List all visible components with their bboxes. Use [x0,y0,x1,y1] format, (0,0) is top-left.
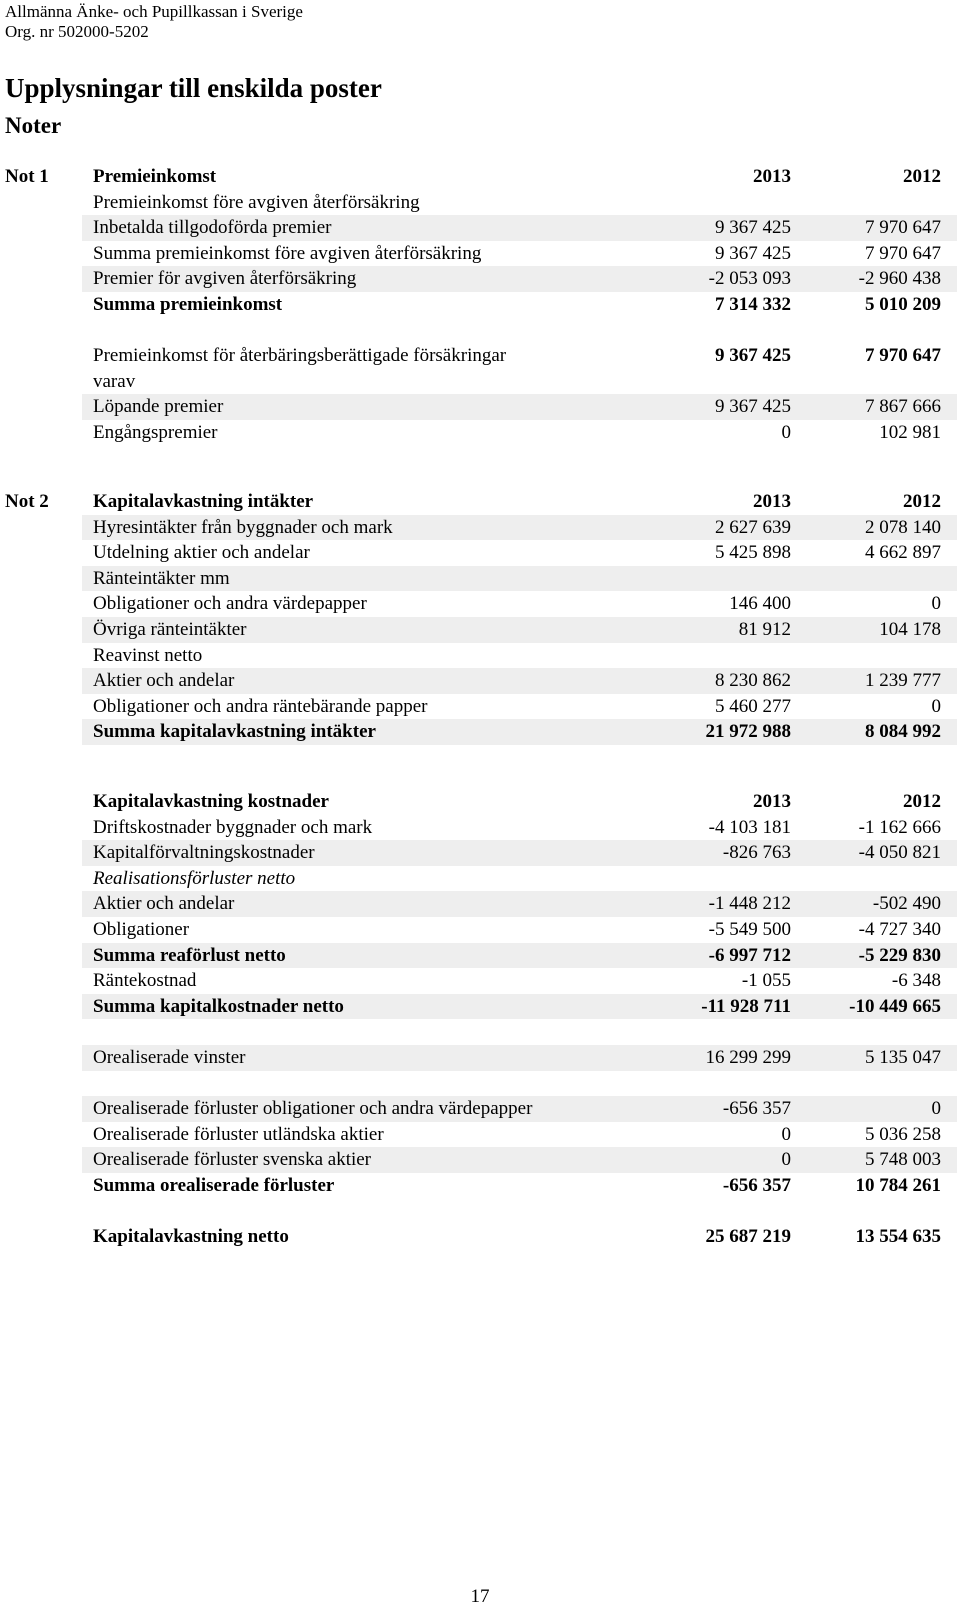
value-2012: -5 229 830 [858,944,941,966]
row-label: Aktier och andelar [93,670,235,692]
table-row [82,968,957,994]
spacer-row [82,1019,957,1045]
value-2013: -656 357 [722,1174,791,1196]
value-2013: 9 367 425 [715,396,791,418]
spacer-row [82,318,957,344]
row-label: Orealiserade förluster utländska aktier [93,1123,384,1145]
row-label: Kapitalavkastning intäkter [93,491,314,512]
value-2013: 16 299 299 [705,1046,791,1068]
table-row [82,420,957,446]
value-2013: 2 627 639 [715,516,791,538]
value-2012: 5 135 047 [865,1046,941,1068]
value-2013: -826 763 [722,842,791,864]
table-row [82,540,957,566]
value-2013: 0 [781,1123,791,1145]
value-2012: 7 970 647 [865,242,941,264]
table-row [82,668,957,694]
note-2-cost-table [82,789,957,1250]
value-2013: 8 230 862 [715,670,791,692]
row-label: Obligationer och andra värdepapper [93,593,367,615]
table-row [82,815,957,841]
row-label: Summa reaförlust netto [93,944,286,966]
row-label: Kapitalavkastning netto [93,1226,289,1248]
value-2013: 2013 [753,791,791,812]
table-row [82,789,957,815]
page-title: Upplysningar till enskilda poster [5,73,382,103]
row-label: Summa premieinkomst [93,293,283,315]
row-label: Realisationsförluster netto [93,867,296,889]
table-row [82,591,957,617]
value-2013: 5 425 898 [715,542,791,564]
value-2012: -2 960 438 [858,268,941,290]
table-row [82,1045,957,1071]
value-2012: -6 348 [891,970,941,992]
table-row [82,994,957,1020]
page-number: 17 [470,1586,490,1607]
row-label: varav [93,370,136,392]
row-label: Hyresintäkter från byggnader och mark [93,516,393,538]
row-label: Driftskostnader byggnader och mark [93,816,373,838]
value-2013: -11 928 711 [701,995,791,1017]
value-2013: 146 400 [729,593,791,615]
value-2012: 2012 [903,791,941,812]
value-2012: 0 [931,1098,941,1120]
value-2013: 9 367 425 [715,217,791,239]
row-label: Premieinkomst för återbäringsberättigade försäkringar [93,345,507,367]
value-2013: 0 [781,421,791,443]
value-2012: 5 748 003 [865,1149,941,1171]
table-row [82,343,957,369]
value-2013: 25 687 219 [705,1226,791,1248]
value-2012: -1 162 666 [858,816,941,838]
row-label: Summa kapitalkostnader netto [93,995,344,1017]
value-2013: 81 912 [738,618,791,640]
value-2012: -502 490 [872,893,941,915]
table-row [82,394,957,420]
row-label: Utdelning aktier och andelar [93,542,310,564]
table-row [82,1147,957,1173]
note-1-label: Not 1 [5,166,49,187]
value-2013: -6 997 712 [708,944,791,966]
value-2012: 1 239 777 [865,670,941,692]
page-subtitle: Noter [5,113,62,138]
value-2012: 7 970 647 [865,345,941,367]
value-2013: -4 103 181 [708,816,791,838]
row-label: Kapitalförvaltningskostnader [93,842,315,864]
table-row [82,617,957,643]
table-row [82,1224,957,1250]
table-row [82,164,957,190]
value-2013: 5 460 277 [715,695,791,717]
spacer-row [82,1199,957,1225]
row-label: Reavinst netto [93,644,203,666]
note-2-income-table [82,489,957,745]
value-2012: 0 [931,593,941,615]
org-number: Org. nr 502000-5202 [5,22,149,41]
row-label: Orealiserade vinster [93,1046,246,1068]
table-row [82,241,957,267]
table-row [82,917,957,943]
value-2012: 5 036 258 [865,1123,941,1145]
value-2012: 10 784 261 [855,1174,941,1196]
value-2012: 2 078 140 [865,516,941,538]
value-2013: 9 367 425 [715,242,791,264]
spacer-row [82,1071,957,1097]
value-2013: 9 367 425 [715,345,791,367]
table-row [82,266,957,292]
value-2012: -4 727 340 [858,918,941,940]
table-row [82,643,957,669]
value-2012: 5 010 209 [865,293,941,315]
value-2013: -1 055 [741,970,791,992]
value-2012: -4 050 821 [858,842,941,864]
note-1-table [82,164,957,446]
table-row [82,489,957,515]
value-2012: 7 867 666 [865,396,941,418]
row-label: Övriga ränteintäkter [93,618,247,640]
value-2012: 2012 [903,491,941,512]
value-2013: 2013 [753,491,791,512]
table-row [82,719,957,745]
row-label: Kapitalavkastning kostnader [93,791,329,812]
table-row [82,1096,957,1122]
value-2013: 7 314 332 [715,293,791,315]
value-2012: 8 084 992 [865,721,941,743]
row-label: Summa orealiserade förluster [93,1174,335,1196]
row-label: Summa premieinkomst före avgiven återförsäkring [93,242,482,264]
row-label: Obligationer och andra räntebärande papper [93,695,428,717]
value-2012: 0 [931,695,941,717]
row-label: Ränteintäkter mm [93,567,230,589]
table-row [82,1122,957,1148]
value-2012: 7 970 647 [865,217,941,239]
org-name: Allmänna Änke- och Pupillkassan i Sverige [5,2,303,21]
table-row [82,566,957,592]
row-label: Obligationer [93,918,190,940]
table-row [82,1173,957,1199]
row-label: Engångspremier [93,421,218,443]
value-2013: -5 549 500 [708,918,791,940]
row-label: Räntekostnad [93,970,197,992]
table-row [82,840,957,866]
row-label: Aktier och andelar [93,893,235,915]
table-row [82,694,957,720]
row-label: Inbetalda tillgodoförda premier [93,217,332,239]
table-row [82,215,957,241]
table-row [82,515,957,541]
row-label: Orealiserade förluster svenska aktier [93,1149,372,1171]
value-2013: -656 357 [722,1098,791,1120]
value-2012: 104 178 [879,618,941,640]
row-label: Summa kapitalavkastning intäkter [93,721,376,743]
table-row [82,891,957,917]
table-row [82,292,957,318]
row-label: Premier för avgiven återförsäkring [93,268,357,290]
table-row [82,943,957,969]
value-2012: 2012 [903,166,941,187]
value-2013: 21 972 988 [705,721,791,743]
value-2012: 102 981 [879,421,941,443]
row-label: Premieinkomst före avgiven återförsäkring [93,191,420,213]
value-2013: 0 [781,1149,791,1171]
value-2013: -1 448 212 [708,893,791,915]
row-label: Löpande premier [93,396,224,418]
table-row [82,190,957,216]
note-2-label: Not 2 [5,491,49,512]
value-2012: 13 554 635 [855,1226,941,1248]
value-2013: -2 053 093 [708,268,791,290]
table-row [82,866,957,892]
value-2012: 4 662 897 [865,542,941,564]
table-row [82,369,957,395]
row-label: Orealiserade förluster obligationer och andra värdepapper [93,1098,533,1120]
row-label: Premieinkomst [93,166,217,187]
value-2012: -10 449 665 [849,995,941,1017]
value-2013: 2013 [753,166,791,187]
